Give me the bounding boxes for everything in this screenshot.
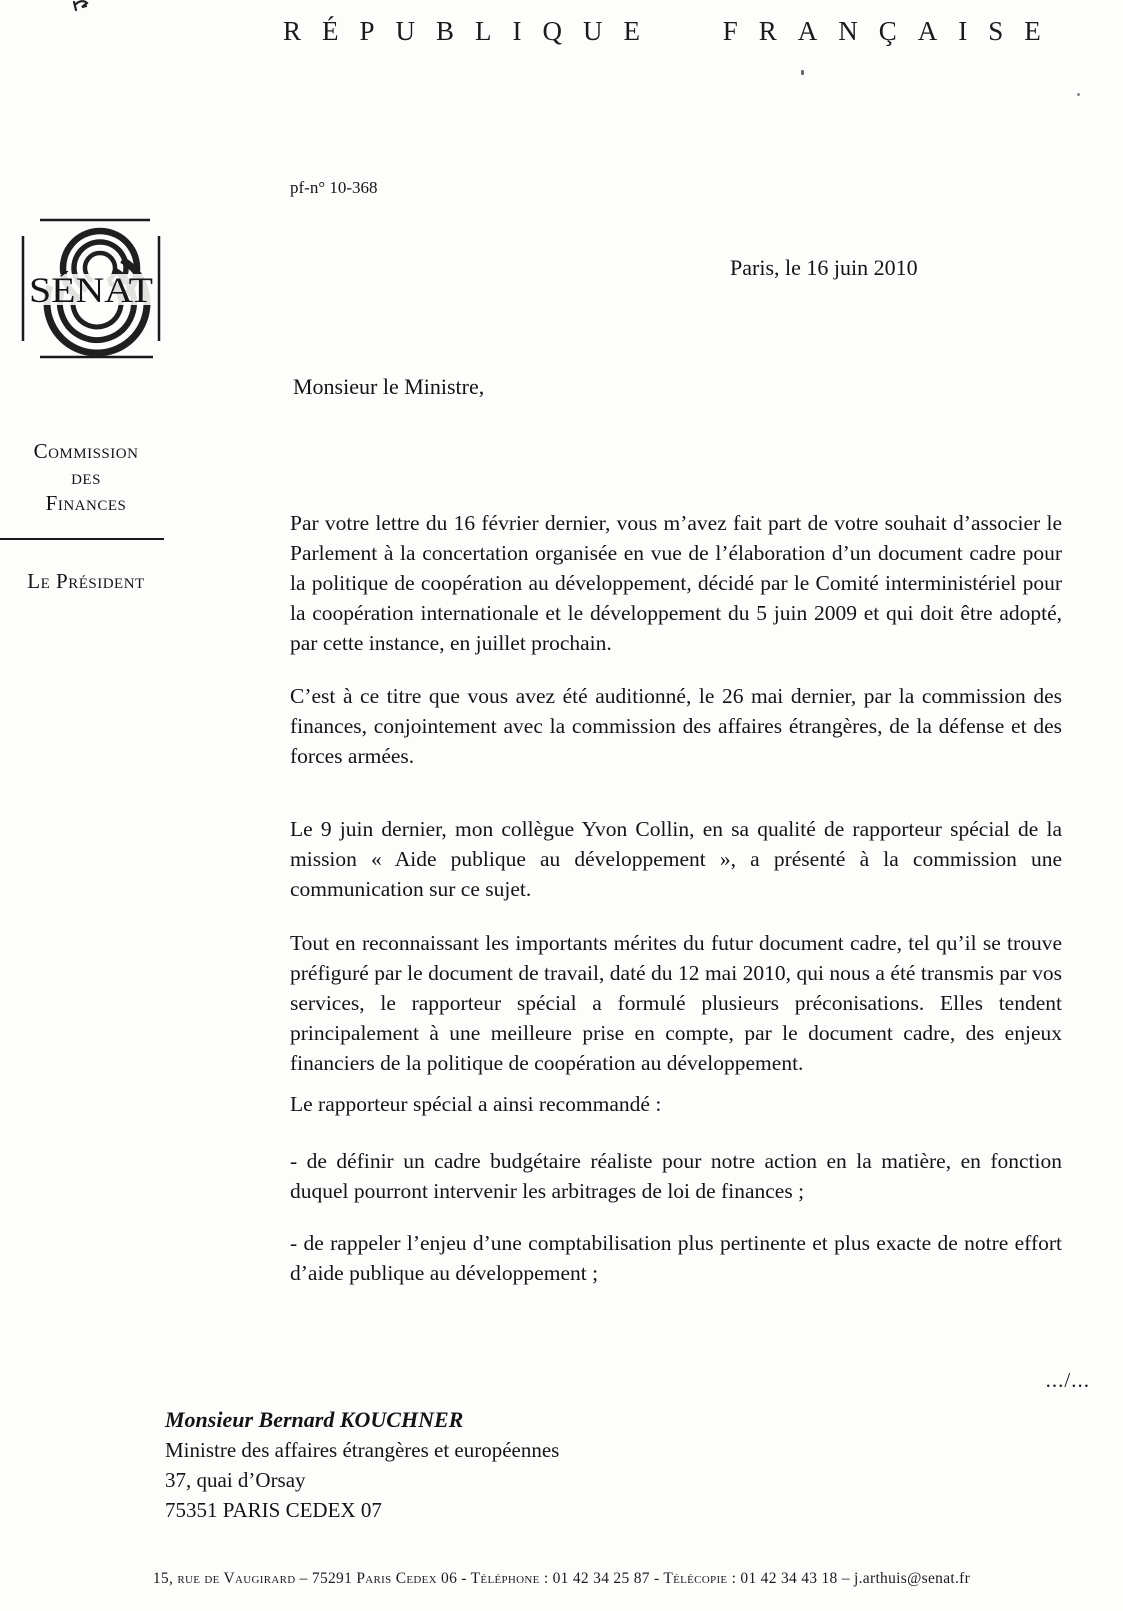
commission-line: Finances bbox=[45, 491, 127, 515]
commission-name bbox=[0, 438, 172, 516]
reference-number: pf-n° 10-368 bbox=[290, 178, 378, 197]
scan-speck bbox=[1077, 93, 1080, 96]
sidebar bbox=[0, 438, 172, 594]
paragraph: Le 9 juin dernier, mon collègue Yvon Collin, en sa qualité de rapporteur spécial de la mission « Aide publique au développement », a présenté à la commission une communication sur ce sujet. bbox=[290, 817, 1062, 901]
recipient-name: Monsieur Bernard KOUCHNER bbox=[165, 1407, 464, 1432]
header-word-republique: RÉPUBLIQUE bbox=[283, 16, 661, 46]
recipient-title: Ministre des affaires étrangères et européennes bbox=[165, 1438, 560, 1462]
footer-address: 15, rue de Vaugirard – 75291 Paris Cedex 06 - Téléphone : 01 42 34 25 87 - Télécopie : 01 42 34 43 18 – bbox=[152, 1570, 855, 1587]
paragraph: Tout en reconnaissant les importants mérites du futur document cadre, tel qu’il se trouve préfiguré par le document de travail, daté du 12 mai 2010, qui nous a été transmis par vos services, le rapporteur spécial a formulé plusieurs préconisations. Elles tendent principalement à une meilleure prise en compte, par le document cadre, des enjeux financiers de la politique de coopération au développement. bbox=[290, 931, 1062, 1075]
senat-logo bbox=[15, 208, 165, 368]
recipient-city: 75351 PARIS CEDEX 07 bbox=[165, 1498, 382, 1522]
continuation-mark: .../... bbox=[1045, 1368, 1090, 1392]
recipient-block bbox=[165, 1405, 559, 1525]
paragraph: - de rappeler l’enjeu d’une comptabilisation plus pertinente et plus exacte de notre effort d’aide publique au développement ; bbox=[290, 1231, 1062, 1285]
salutation: Monsieur le Ministre, bbox=[293, 374, 485, 399]
letter-body bbox=[290, 508, 1062, 1288]
commission-line: des bbox=[71, 465, 101, 489]
republic-header bbox=[283, 16, 1062, 47]
dateline: Paris, le 16 juin 2010 bbox=[730, 255, 918, 280]
senat-logo-text: SÉNAT bbox=[29, 270, 154, 310]
paragraph: Par votre lettre du 16 février dernier, vous m’avez fait part de votre souhait d’associer le Parlement à la concertation organisée en vue de l’élaboration d’un document cadre pour la politique de coopération au développement, décidé par le Comité interministériel pour la coopération internationale et le développement du 5 juin 2009 et qui doit être adopté, par cette instance, en juillet prochain. bbox=[290, 511, 1062, 655]
footer-email: j.arthuis@senat.fr bbox=[854, 1570, 971, 1587]
commission-line: Commission bbox=[33, 439, 139, 463]
signatory-title: Le Président bbox=[27, 569, 145, 593]
paragraph: Le rapporteur spécial a ainsi recommandé : bbox=[290, 1092, 662, 1116]
header-word-francaise: FRANÇAISE bbox=[722, 16, 1062, 46]
recipient-street: 37, quai d’Orsay bbox=[165, 1468, 306, 1492]
scan-speck bbox=[801, 70, 804, 75]
footer-contact-line bbox=[0, 1570, 1123, 1588]
sidebar-divider bbox=[0, 538, 164, 540]
paragraph: - de définir un cadre budgétaire réaliste pour notre action en la matière, en fonction duquel pourront intervenir les arbitrages de loi de finances ; bbox=[290, 1149, 1062, 1203]
scan-ink-mark bbox=[70, 0, 96, 18]
paragraph: C’est à ce titre que vous avez été auditionné, le 26 mai dernier, par la commission des finances, conjointement avec la commission des affaires étrangères, de la défense et des forces armées. bbox=[290, 684, 1062, 768]
